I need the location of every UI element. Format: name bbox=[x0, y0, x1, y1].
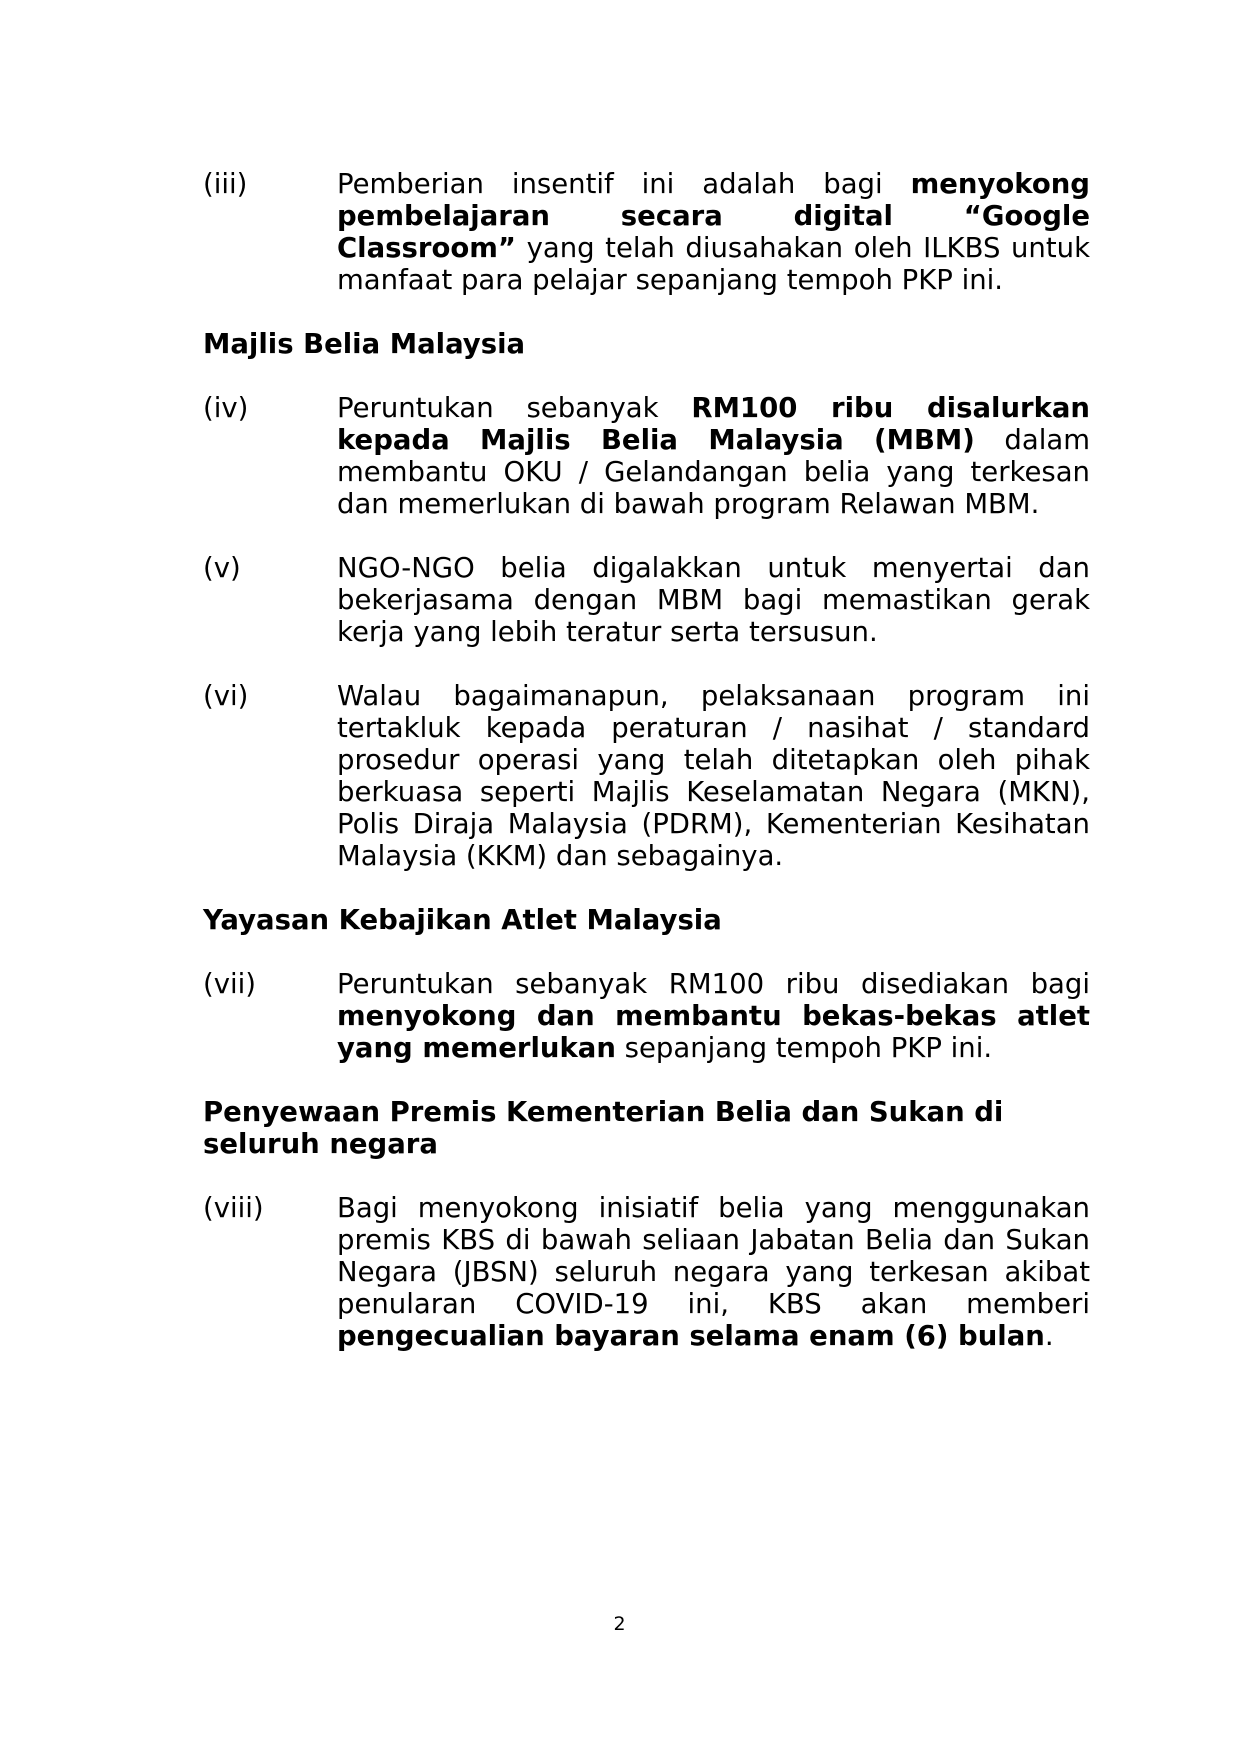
list-item-text bbox=[337, 552, 1090, 648]
list-item-marker: (vi) bbox=[203, 680, 249, 712]
list-item-marker: (viii) bbox=[203, 1192, 264, 1224]
list-item-text bbox=[337, 392, 1090, 520]
text-segment: menyokong dan membantu bekas-bekas atlet yang memerlukan bbox=[337, 1000, 1090, 1064]
page-number: 2 bbox=[613, 1613, 626, 1635]
heading-text: Majlis Belia Malaysia bbox=[203, 328, 526, 360]
text-segment: RM100 ribu disalurkan kepada Majlis Belia Malaysia (MBM) bbox=[337, 392, 1091, 456]
text-segment: . bbox=[1044, 1320, 1054, 1352]
text-segment: Peruntukan sebanyak bbox=[337, 392, 692, 424]
list-item bbox=[203, 552, 1090, 648]
section-heading bbox=[203, 1096, 1090, 1160]
section-heading bbox=[203, 904, 1090, 936]
list-item bbox=[203, 1192, 1090, 1352]
text-segment: Walau bagaimanapun, pelaksanaan program ini tertakluk kepada peraturan / nasihat / standard prosedur operasi yang telah ditetapkan oleh pihak berkuasa seperti Majlis Keselamatan Negara (MKN), Polis Diraja Malaysia (PDRM), Kementerian Kesihatan Malaysia (KKM) dan sebagainya. bbox=[337, 680, 1090, 872]
text-segment: yang telah diusahakan oleh ILKBS untuk manfaat para pelajar sepanjang tempoh PKP ini. bbox=[337, 232, 1090, 296]
heading-text: Yayasan Kebajikan Atlet Malaysia bbox=[203, 904, 722, 936]
text-segment: NGO-NGO belia digalakkan untuk menyertai dan bekerjasama dengan MBM bagi memastikan gerak kerja yang lebih teratur serta tersusun. bbox=[337, 552, 1090, 648]
list-item bbox=[203, 680, 1090, 872]
list-item-text bbox=[337, 968, 1090, 1064]
text-segment: Bagi menyokong inisiatif belia yang menggunakan premis KBS di bawah seliaan Jabatan Belia dan Sukan Negara (JBSN) seluruh negara yang terkesan akibat penularan COVID-19 ini, KBS akan memberi bbox=[337, 1192, 1090, 1320]
list-item-marker: (iii) bbox=[203, 168, 248, 200]
text-segment: Peruntukan sebanyak RM100 ribu disediakan bagi bbox=[337, 968, 1090, 1000]
list-item-marker: (vii) bbox=[203, 968, 257, 1000]
list-item-text bbox=[337, 168, 1090, 296]
list-item bbox=[203, 168, 1090, 296]
text-segment: menyokong pembelajaran secara digital “Google Classroom” bbox=[337, 168, 1090, 264]
text-segment: dalam membantu OKU / Gelandangan belia yang terkesan dan memerlukan di bawah program Relawan MBM. bbox=[337, 424, 1090, 520]
list-item-marker: (v) bbox=[203, 552, 241, 584]
section-heading bbox=[203, 328, 1090, 360]
document-body bbox=[203, 168, 1090, 1384]
heading-text: Penyewaan Premis Kementerian Belia dan Sukan di seluruh negara bbox=[203, 1096, 1004, 1160]
text-segment: sepanjang tempoh PKP ini. bbox=[615, 1032, 993, 1064]
list-item bbox=[203, 968, 1090, 1064]
list-item-marker: (iv) bbox=[203, 392, 249, 424]
list-item-text bbox=[337, 680, 1090, 872]
text-segment: pengecualian bayaran selama enam (6) bulan bbox=[337, 1320, 1045, 1352]
list-item-text bbox=[337, 1192, 1090, 1352]
text-segment: Pemberian insentif ini adalah bagi bbox=[337, 168, 911, 200]
list-item bbox=[203, 392, 1090, 520]
